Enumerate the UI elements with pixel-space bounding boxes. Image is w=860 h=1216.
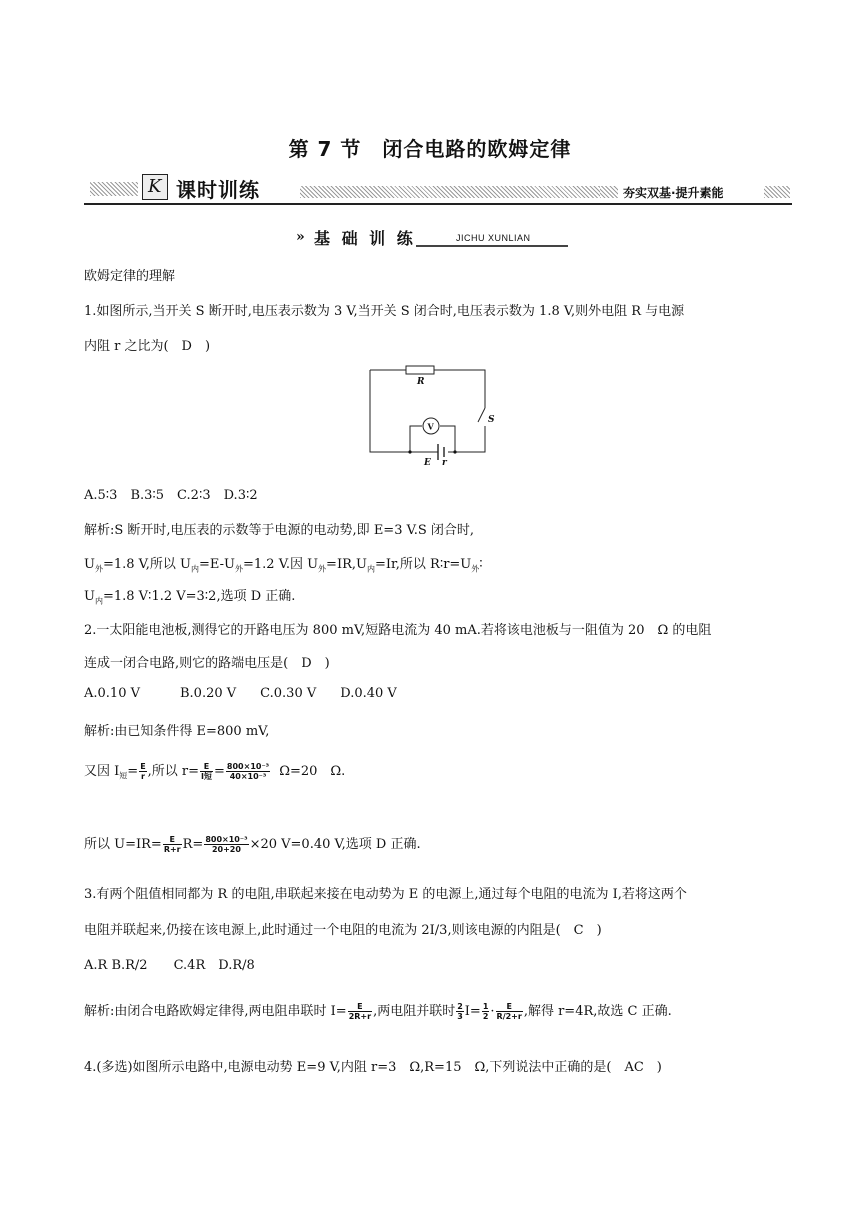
page-title: 第 7 节 闭合电路的欧姆定律 [288,137,572,161]
section-marker-icon: » [296,229,305,245]
banner-k-icon: K [142,174,168,200]
q2-solution-line2: 又因 $I_短=$ $\frac{E}{r}$ ,所以 r= $\frac{E}{\text{I短}}$ = $\frac{\text{800×10⁻³}}{\text{40×10⁻³}}$ Ω=20 Ω. [84,762,346,781]
q3-stem-line2: 电阻并联起来,仍接在该电源上,此时通过一个电阻的电流为 2I/3,则该电源的内阻是( C ) [84,923,602,938]
q3-solution: 解析:由闭合电路欧姆定律得,两电阻串联时 I= $\frac{E}{2R+r}$ ,两电阻并联时 $\frac{2}{3}$ I= $\frac{1}{2}$ · $\frac{E}{R/2+r}$ ,解得 r=4R,故选 C 正确. [84,1002,672,1021]
q3-options: A.R B.R/2 C.4R D.R/8 [84,958,255,973]
lesson-banner [84,178,792,206]
q3-fraction-parallel: $\frac{E}{R/2+r}$ [496,1002,522,1021]
q2-fraction-E-over-Rr: $\frac{E}{R+r}$ [163,835,181,854]
circuit-label-r: r [442,458,447,468]
topic-heading: 欧姆定律的理解 [84,269,176,284]
q1-stem-line2: 内阻 r 之比为( D ) [84,339,211,354]
q2-fraction-values2: $\frac{\text{800×10⁻³}}{20+20}$ [205,835,248,854]
section-label: 基 础 训 练 [314,229,416,248]
banner-title: 课时训练 [176,178,260,202]
q1-circuit-diagram [360,360,500,468]
banner-subtitle: 夯实双基·提升素能 [620,184,727,201]
q2-solution-line1: 解析:由已知条件得 E=800 mV, [84,724,270,739]
q3-fraction-two-thirds: $\frac{2}{3}$ [457,1002,463,1021]
banner-hatch-right [764,186,790,198]
circuit-label-R: R [417,377,425,387]
q1-solution-line1: 解析:S 断开时,电压表的示数等于电源的电动势,即 E=3 V.S 闭合时, [84,523,475,538]
q2-solution-line3: 所以 U=IR= $\frac{E}{R+r}$ R= $\frac{\text{800×10⁻³}}{20+20}$ ×20 V=0.40 V,选项 D 正确. [84,835,421,854]
circuit-label-S: S [488,415,495,425]
q4-stem-line1: 4.(多选)如图所示电路中,电源电动势 E=9 V,内阻 r=3 Ω,R=15 Ω,下列说法中正确的是( AC ) [84,1060,662,1075]
q1-solution-line3: $U_内=1.8$ V∶1.2 V=3∶2,选项 D 正确. [84,589,296,606]
q1-options: A.5∶3 B.3∶5 C.2∶3 D.3∶2 [84,488,258,503]
q3-stem-line1: 3.有两个阻值相同都为 R 的电阻,串联起来接在电动势为 E 的电源上,通过每个电阻的电流为 I,若将这两个 [84,887,687,902]
q1-solution-line2: $U_外=1.8$ V,所以 $U_内=E-U_外=1.2$ V.因 $U_外=IR,U_内=Ir$,所以 $R∶r=U_外∶$ [84,557,483,574]
circuit-label-V: V [427,421,434,432]
section-underline [416,245,568,247]
q2-fraction-E-over-Ishort: $\frac{E}{\text{I短}}$ [201,762,213,781]
banner-underline [84,203,792,205]
banner-hatch-left [90,182,138,196]
q3-fraction-series: $\frac{E}{2R+r}$ [348,1002,372,1021]
q2-options: A.0.10 V B.0.20 V C.0.30 V D.0.40 V [84,686,397,701]
q2-stem-line1: 2.一太阳能电池板,测得它的开路电压为 800 mV,短路电流为 40 mA.若将该电池板与一阻值为 20 Ω 的电阻 [84,623,712,638]
q2-fraction-E-over-r: $\frac{E}{r}$ [140,762,146,781]
q2-stem-line2: 连成一闭合电路,则它的路端电压是( D ) [84,656,330,671]
q1-stem-line1: 1.如图所示,当开关 S 断开时,电压表示数为 3 V,当开关 S 闭合时,电压表示数为 1.8 V,则外电阻 R 与电源 [84,304,685,319]
section-heading [296,228,568,248]
banner-hatch-mid [300,186,600,198]
section-pinyin: JICHU XUNLIAN [456,233,531,243]
q2-fraction-values: $\frac{\text{800×10⁻³}}{\text{40×10⁻³}}$ [226,762,270,781]
circuit-label-E: E [424,458,431,468]
banner-hatch-mid2 [600,186,618,198]
q3-fraction-half: $\frac{1}{2}$ [482,1002,489,1021]
